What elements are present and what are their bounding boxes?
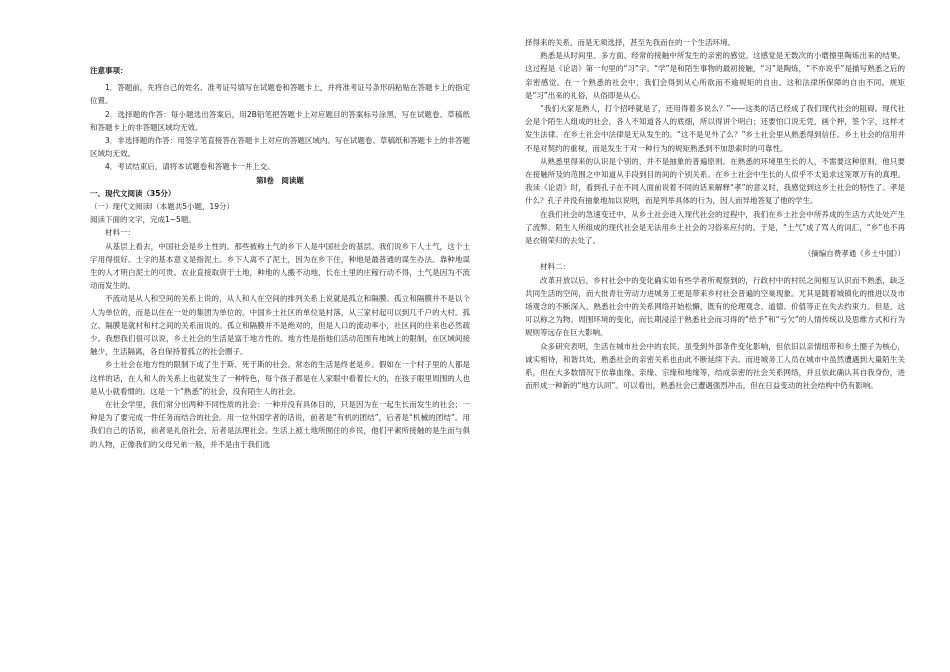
right-paragraph: 择得来的关系，而是无须选择，甚至先我而在的一个生活环境。 xyxy=(525,38,735,47)
note-2: 2．选择题的作答：每小题选出答案后，用2B铅笔把答题卡上对应题目的答案标号涂黑，写在试题卷、草稿纸和答题卡上的非答题区域均无效。 xyxy=(90,109,470,132)
citation: （摘编自费孝通《乡土中国》） xyxy=(803,249,905,259)
left-paragraph: 在社会学里，我们常分出两种不同性质的社会：一种并没有具体目的，只是因为在一起生长而发生的社会；一种是为了要完成一件任务而结合的社会。用一位外国学者的话说，前者是“有机的团结”，后者是“机械的团结”。用我们自己的话说，前者是礼俗社会，后者是法理社会。生活上被土地所囿住的乡民，他们平素所接触的是生而与俱的人物，正像我们的父母兄弟一般，并不是由于我们选 xyxy=(90,400,470,449)
note-4: 4．考试结束后，请将本试题卷和答题卡一并上交。 xyxy=(105,162,275,172)
left-column xyxy=(90,64,470,451)
subsection-title: （一）现代文阅读Ⅰ（本题共5小题，19分） xyxy=(90,202,235,212)
section-title: 一、现代文阅读（35分） xyxy=(90,188,176,198)
part-title: 第Ⅰ卷 阅读题 xyxy=(256,175,304,185)
material1-label: 材料一： xyxy=(105,228,135,238)
right-paragraph: 熟悉是从时间里、多方面、经常的接触中所发生的亲密的感觉。这感觉是无数次的小磨擦里陶炼出来的结果。这过程是《论语》第一句里的“习”字。“学”是和陌生事物的最初接触，“习”是陶炼，“不亦说乎”是描写熟悉之后的亲密感觉。在一个熟悉的社会中，我们会得到从心所欲而不逾规矩的自由。这和法律所保障的自由不同。规矩是“习”出来的礼俗，从俗即是从心。 xyxy=(525,51,905,100)
note-3: 3．非选择题的作答：用签字笔直接答在答题卡上对应的答题区域内。写在试题卷、草稿纸和答题卡上的非答题区域均无效。 xyxy=(90,136,470,159)
material2-label: 材料二： xyxy=(540,262,570,272)
left-paragraph: 不流动是从人和空间的关系上说的，从人和人在空间的排列关系上说就是孤立和隔膜。孤立和隔膜并不是以个人为单位的，而是以住在一处的集团为单位的。中国乡土社区的单位是村落，从三家村起可以到几千户的大村。孤立、隔膜是就村和村之间的关系而说的。孤立和隔膜并不是绝对的，但是人口的流动率小，社区间的往来也必然疏少。我想我们很可以说，乡土社会的生活是富于地方性的。地方性是指他们活动范围有地域上的限制，在区域间接触少，生活隔离，各自保持着孤立的社会圈子。 xyxy=(90,294,470,357)
left-paragraph: 从基层上看去，中国社会是乡土性的。那些被称土气的乡下人是中国社会的基层。我们说乡下人土气，这个土字用得很好。土字的基本意义是指泥土。乡下人离不了泥土，因为在乡下住，种地是最普通的谋生办法。靠种地谋生的人才明白泥土的可贵。农业直接取资于土地，种地的人搬不动地，长在土里的庄稼行动不得，土气是因为不流动而发生的。 xyxy=(90,241,470,291)
right-paragraph: “我们大家是熟人，打个招呼就是了，还用得着多说么？”——这类的话已经成了我们现代社会的阻碍。现代社会是个陌生人组成的社会，各人不知道各人的底细，所以得讲个明白；还要怕口说无凭，画个押，签个字，这样才发生法律。在乡土社会中法律是无从发生的。“这不是见外了么？”乡土社会里从熟悉得到信任。乡土社会的信用并不是对契约的重视，而是发生于对一种行为的规矩熟悉到不加思索时的可靠性。 xyxy=(525,104,905,153)
instruction: 阅读下面的文字，完成1~5题。 xyxy=(90,215,196,225)
note-1: 1．答题前，先将自己的姓名、准考证号填写在试题卷和答题卡上，并将准考证号条形码粘贴在答题卡上的指定位置。 xyxy=(90,83,470,106)
right-column xyxy=(525,36,905,392)
right-paragraph: 在我们社会的急速变迁中，从乡土社会进入现代社会的过程中，我们在乡土社会中所养成的生活方式处处产生了流弊。陌生人所组成的现代社会是无法用乡土社会的习俗来应付的。于是，“土气”成了骂人的词汇，“乡”也不再是衣锦荣归的去处了。 xyxy=(525,209,905,246)
right-paragraph: 改革开放以后，乡村社会中的变化确实如有些学者所观察到的，行政村中的村民之间相互认识而不熟悉，缺乏共同生活的空间，而大批青壮劳动力进城务工更是带来乡村社会普遍的空巢现象。尤其是随着城镇化的推进以及市场观念的不断深入，熟悉社会中的关系网络开始松懈，既有的伦理观念、道德、价值等正在失去约束力。但是，这可以称之为物。周围环境的变化，而长期浸淫于熟悉社会而习得的“给予”和“亏欠”的人情传统以及思维方式和行为规则等远存在巨大影响。 xyxy=(525,275,905,338)
right-paragraph: 众多研究表明，生活在城市社会中的农民，虽受到外部条件变化影响，但依旧以亲情纽带和乡土圈子为核心，诚实相待，和谐共处，熟悉社会的亲密关系也由此不断延续下去。而进城务工人员在城市中虽然遭遇到大量陌生关系，但在大多数情况下依靠血缘、亲缘、宗缘和地缘等，结成亲密的社会关系网络，并且依此确认其自我身份，进而形成一种新的“地方认同”。可以看出，熟悉社会已遭遇强烈冲击，但在日益变动的社会结构中仍有影响。 xyxy=(525,341,905,391)
notes-title: 注意事项： xyxy=(90,66,128,75)
right-paragraph: 从熟悉里得来的认识是个别的，并不是抽象的普遍原则。在熟悉的环境里生长的人，不需要这种原则，他只要在接触所及的范围之中知道从手段到目的间的个别关系。在乡土社会中生长的人似乎不太追求这笼罩万有的真理。我读《论语》时，看到孔子在不同人面前说着不同的话来解释“孝”的意义时，我感觉到这乡土社会的特性了。孝是什么？孔子并没有抽象地加以说明，而是列举具体的行为，因人而异地答复了他的学生。 xyxy=(525,156,905,206)
left-paragraph: 乡土社会在地方性的限制下成了生于斯、死于斯的社会。常态的生活是终老是乡。假如在一个村子里的人都是这样的话，在人和人的关系上也就发生了一种特色，每个孩子都是在人家眼中看着长大的，在孩子眼里周围的人也是从小就看惯的。这是一个“熟悉”的社会，没有陌生人的社会。 xyxy=(90,360,470,396)
